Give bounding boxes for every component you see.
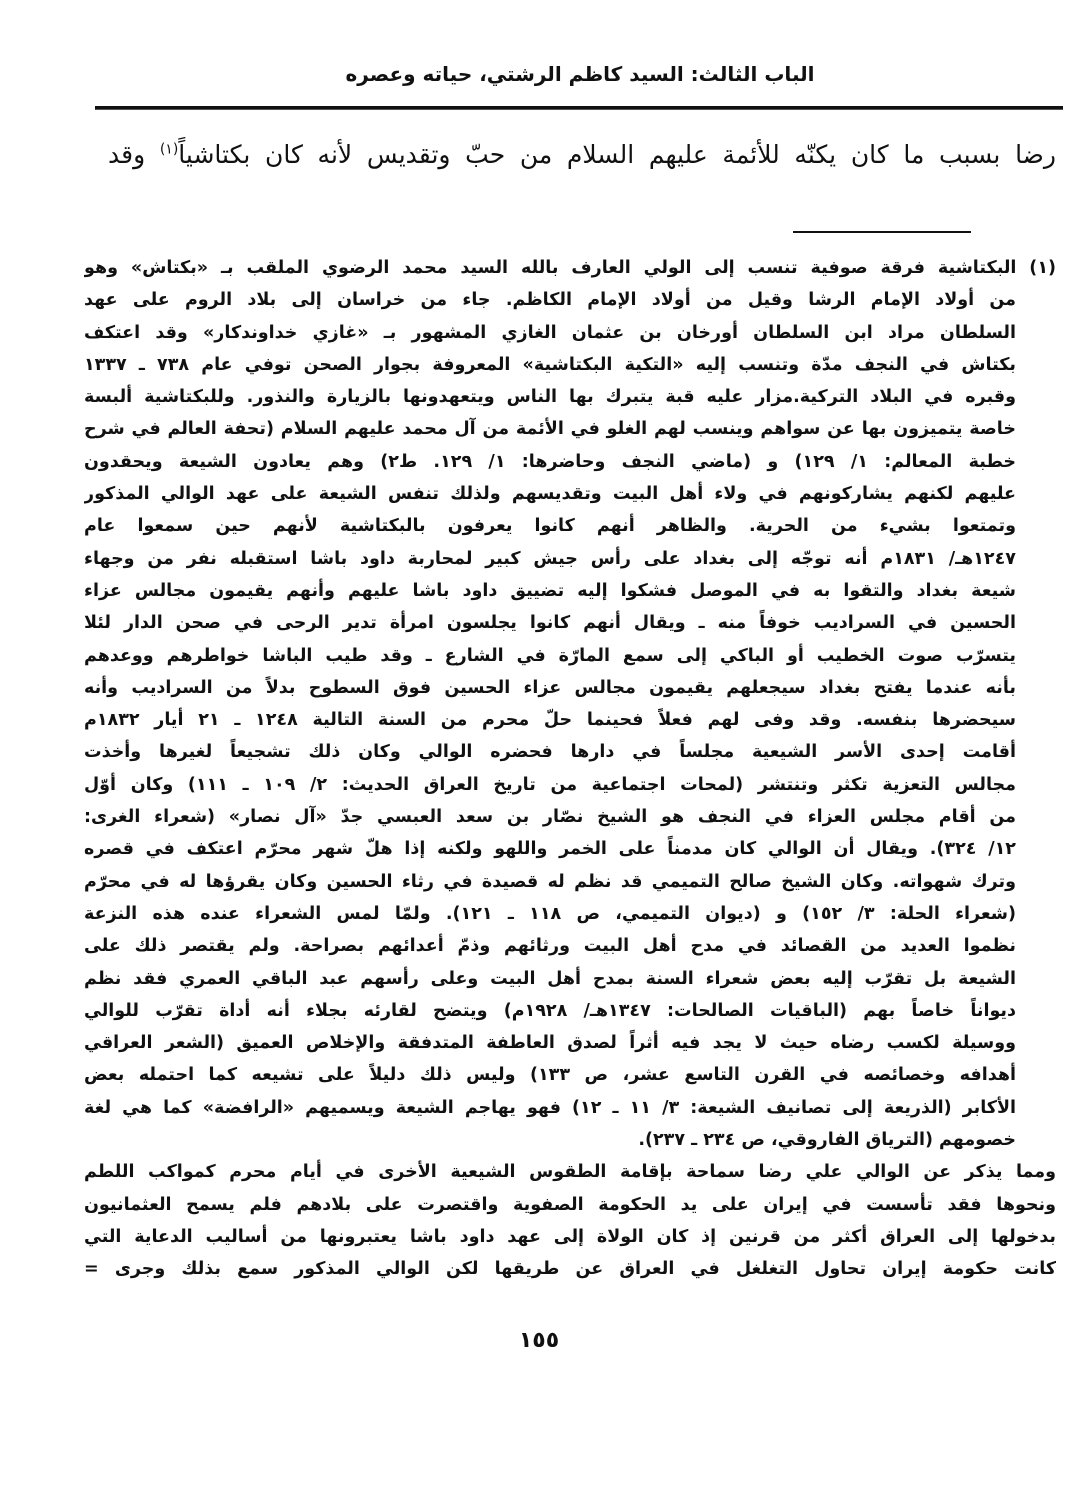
footnote-line: الحسين في السراديب خوفاً منه ـ ويقال أنهم كانوا يجلسون امرأة تدير الرحى في صحن الدار لئلا [84,613,1016,634]
footnote-line: نظموا العديد من القصائد في مدح أهل البيت ورثائهم وذمّ أعدائهم بصراحة. ولم يقتصر ذلك على [84,936,1016,957]
footnote-line: شيعة بغداد والتقوا به في الموصل فشكوا إليه تضييق داود باشا عليهم وأنهم يقيمون مجالس عزاء [84,580,1016,601]
footnote-line: أقامت إحدى الأسر الشيعية مجلساً في دارها فحضره الوالي وكان ذلك تشجيعاً لغيرها وأخذت [84,742,1016,763]
footnote-line: الأكابر (الذريعة إلى تصانيف الشيعة: ٣/ ١١ ـ ١٢) فهو يهاجم الشيعة ويسميهم «الرافضة» كما هي لغة [84,1097,1016,1118]
footnote-line: ووسيلة لكسب رضاه حيث لا يجد فيه أثراً لصدق العاطفة المتدفقة والإخلاص العميق (الشعر العراقي [84,1033,1016,1054]
footnote-line: مجالس التعزية تكثر وتنتشر (لمحات اجتماعية من تاريخ العراق الحديث: ٢/ ١٠٩ ـ ١١١) وكان أوّل [84,774,1016,795]
footnote-separator [793,231,971,233]
running-header: الباب الثالث: السيد كاظم الرشتي، حياته وعصره [345,62,815,86]
footnote [84,252,1056,1286]
footnote-line: خطبة المعالم: ١/ ١٢٩) و (ماضي النجف وحاضرها: ١/ ١٢٩. ط٢) وهم يعادون الشيعة ويحقدون [84,451,1016,472]
footnote-line: أهدافه وخصائصه في القرن التاسع عشر، ص ١٣٣) وليس ذلك دليلاً على تشيعه كما احتمله بعض [84,1065,1016,1086]
footnote-line: عليهم لكنهم يشاركونهم في ولاء أهل البيت وتقديسهم ولذلك تنفس الشيعة على عهد الوالي المذكور [84,484,1016,505]
footnote-line: ١٢/ ٣٢٤). ويقال أن الوالي كان مدمناً على الخمر واللهو ولكنه إذا هلّ شهر محرّم اعتكف في قصره [84,839,1016,860]
page-number: ١٥٥ [518,1328,560,1353]
footnote-line: خصومهم (الترياق الفاروقي، ص ٢٣٤ ـ ٢٣٧). [638,1130,1016,1151]
main-text: رضا بسبب ما كان يكنّه للأئمة عليهم السلام من حبّ وتقديس لأنه كان بكتاشياً [178,140,1056,169]
main-text-line [108,140,1056,169]
footnote-line: وتمتعوا بشيء من الحرية. والظاهر أنهم كانوا يعرفون بالبكتاشية لأنهم حين سمعوا عام [84,516,1016,537]
footnote-line: بدخولها إلى العراق أكثر من قرنين إذ كان الولاة إلى عهد داود باشا يعتبرونها من أساليب الدعاية التي [84,1226,1056,1247]
footnote-line: وقبره في البلاد التركية.مزار عليه قبة يتبرك بها الناس ويتعهدونها بالزيارة والنذور. وللبكتاشية ألبسة [84,387,1016,408]
footnote-line: (١) البكتاشية فرقة صوفية تنسب إلى الولي العارف بالله السيد محمد الرضوي الملقب بـ «بكتاش» وهو [84,258,1056,278]
footnote-line: كانت حكومة إيران تحاول التغلغل في العراق عن طريقها لكن الوالي المذكور سمع بذلك وجرى = [84,1259,1056,1280]
footnote-line: ديواناً خاصاً بهم (الباقيات الصالحات: ١٣٤٧هـ/ ١٩٢٨م) ويتضح لقارئه بجلاء أنه أداة تقرّب للوالي [84,1000,1016,1021]
header-rule [95,106,1063,110]
footnote-line: الشيعة بل تقرّب إليه بعض شعراء السنة بمدح أهل البيت وعلى رأسهم عبد الباقي العمري فقد نظم [84,968,1016,989]
footnote-ref[interactable]: (١) [159,141,179,158]
main-text-tail: وقد [108,140,146,169]
footnote-line: السلطان مراد ابن السلطان أورخان بن عثمان الغازي المشهور بـ «غازي خداوندكار» وقد اعتكف [84,322,1016,343]
footnote-line: ومما يذكر عن الوالي علي رضا سماحة بإقامة الطقوس الشيعية الأخرى في أيام محرم كمواكب اللطم [84,1162,1056,1183]
footnote-line: ١٢٤٧هـ/ ١٨٣١م أنه توجّه إلى بغداد على رأس جيش كبير لمحاربة داود باشا استقبله نفر من وجهاء [84,548,1016,569]
footnote-line: (شعراء الحلة: ٣/ ١٥٢) و (ديوان التميمي، ص ١١٨ ـ ١٢١). ولمّا لمس الشعراء عنده هذه النزعة [84,903,1017,924]
footnote-line: ونحوها فقد تأسست في إيران على يد الحكومة الصفوية واقتصرت على بلادهم فلم يسمح العثمانيون [84,1194,1056,1215]
footnote-line: خاصة يتميزون بها عن سواهم وينسب لهم الغلو في الأئمة من آل محمد عليهم السلام (تحفة العالم في شرح [84,419,1016,440]
footnote-line: من أقام مجلس العزاء في النجف هو الشيخ نصّار بن سعد العبسي جدّ «آل نصار» (شعراء الغرى: [84,807,1016,828]
footnote-line: بأنه عندما يفتح بغداد سيجعلهم يقيمون مجالس عزاء الحسين فوق السطوح بدلاً من السراديب وأنه [84,677,1016,698]
footnote-line: بكتاش في النجف مدّة وتنسب إليه «التكية البكتاشية» المعروفة بجوار الصحن توفي عام ٧٣٨ ـ ١٣٣٧ [84,354,1016,375]
footnote-line: سيحضرها بنفسه. وقد وفى لهم فعلاً فحينما حلّ محرم من السنة التالية ١٢٤٨ ـ ٢١ أيار ١٨٣٢م [84,710,1016,731]
footnote-line: يتسرّب صوت الخطيب أو الباكي إلى سمع المارّة في الشارع ـ وقد طيب الباشا خواطرهم ووعدهم [84,645,1016,666]
footnote-line: من أولاد الإمام الرشا وقيل من أولاد الإمام الكاظم. جاء من خراسان إلى بلاد الروم على عهد [84,290,1016,311]
footnote-line: وترك شهواته. وكان الشيخ صالح التميمي قد نظم له قصيدة في رثاء الحسين وكان يقرؤها له في محرّم [84,871,1016,892]
